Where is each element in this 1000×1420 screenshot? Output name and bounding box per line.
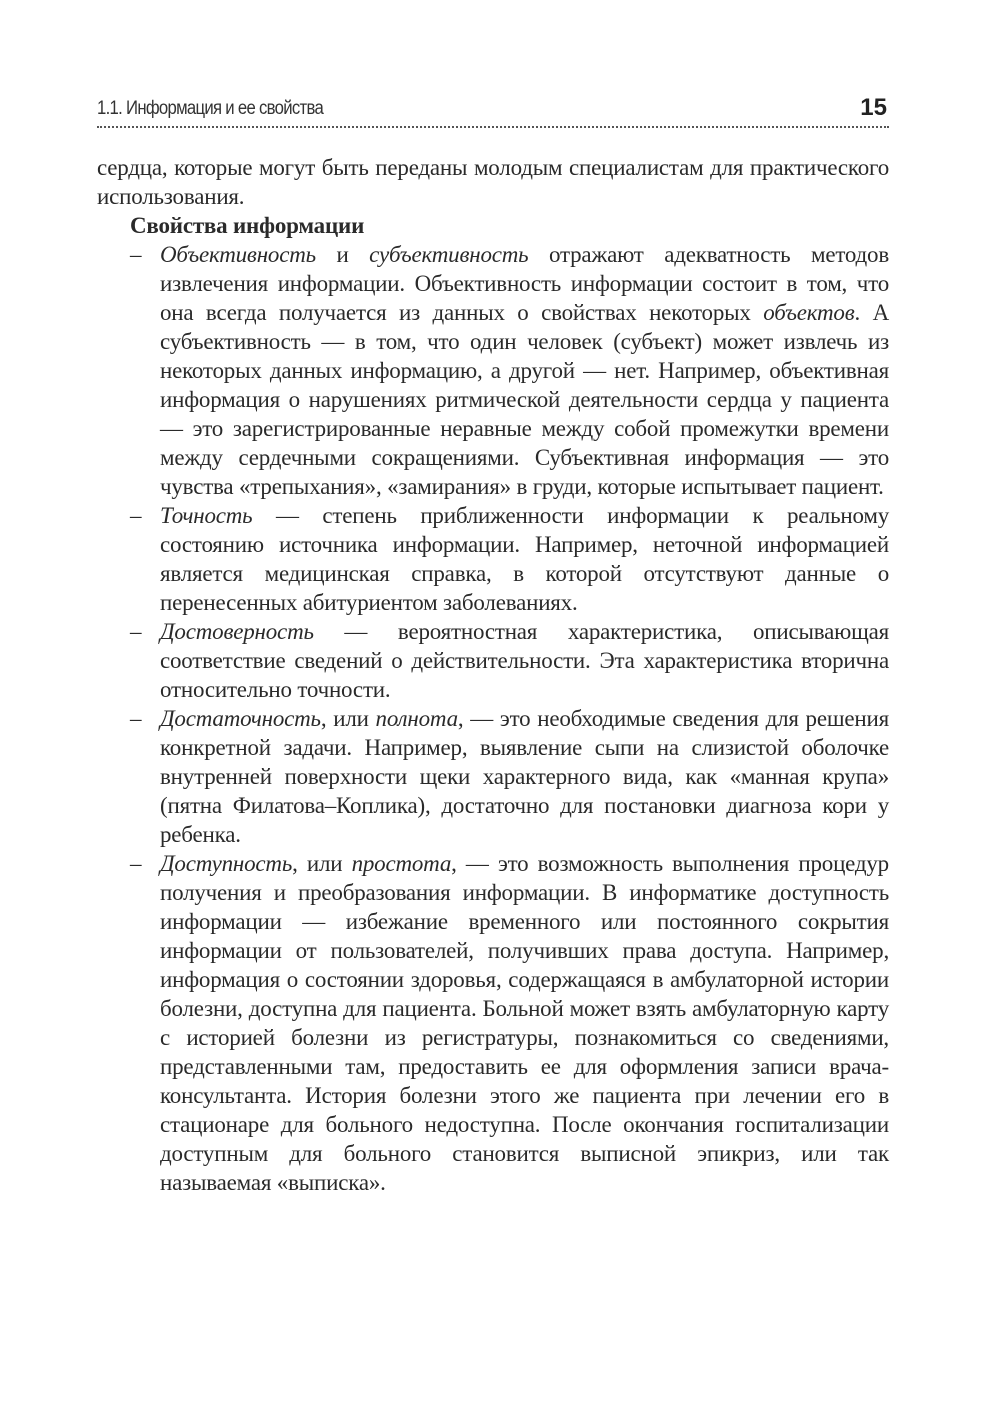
text: — вероятностная характеристика, описывающая соответствие сведений о действительности. Эта характеристика вторична относительно точности. [160,619,889,702]
term: Доступность [160,851,293,876]
bullet-dash: – [130,242,142,267]
list-item [97,240,889,501]
text: отражают адекватность методов извлечения информации. Объективность информации состоит в том, что она всегда получается из данных о свойствах некоторых [160,242,889,325]
term: Точность [160,503,253,528]
list-item [97,704,889,849]
term: полнота [375,706,458,731]
page-number: 15 [860,94,887,121]
term: Объективность [160,242,316,267]
term: субъективность [369,242,529,267]
bullet-dash: – [130,706,142,731]
term: Достаточность [160,706,321,731]
term: простота [351,851,452,876]
section-heading: Свойства информации [130,213,365,238]
page-body [97,153,889,1197]
running-title: 1.1. Информация и ее свойства [97,98,324,119]
text: , или [320,706,376,731]
text: и [315,242,370,267]
text: , или [292,851,352,876]
text: — степень приближенности информации к реальному состоянию источника информации. Например, неточной информацией является медицинская справка, в которой отсутствуют данные о перенесенных абитуриентом заболеваниях. [160,503,889,615]
list-item [97,617,889,704]
text: , — это необходимые сведения для решения конкретной задачи. Например, выявление сыпи на слизистой оболочке внутренней поверхности щеки характерного вида, как «манная крупа» (пятна Филатова–Коплика), достаточно для постановки диагноза кори у ребенка. [160,706,889,847]
text: , — это возможность выполнения процедур получения и преобразования информации. В информатике доступность информации — избежание временного или постоянного сокрытия информации от пользователей, получивших права доступа. Например, информация о состоянии здоровья, содержащаяся в амбулаторной истории болезни, доступна для пациента. Больной может взять амбулаторную карту с историей болезни из регистратуры, познакомиться со сведениями, представленными там, предоставить ее для оформления записи врача-консультанта. История болезни этого же пациента при лечении его в стационаре для больного недоступна. После окончания госпитализации доступным для больного становится выписной эпикриз, или так называемая «выписка». [160,851,889,1195]
list-item [97,501,889,617]
running-header [97,96,889,128]
bullet-dash: – [130,619,142,644]
term: Достоверность [160,619,314,644]
bullet-dash: – [130,503,142,528]
intro-paragraph: сердца, которые могут быть переданы молодым специалистам для практического использования. [97,155,889,209]
list-item [97,849,889,1197]
term: объектов [763,300,855,325]
text: . А субъективность — в том, что один человек (субъект) может извлечь из некоторых данных информацию, а другой — нет. Например, объективная информация о нарушениях ритмической деятельности сердца у пациента — это зарегистрированные неравные между собой промежутки времени между сердечными сокращениями. Субъективная информация — это чувства «трепыхания», «замирания» в груди, которые испытывает пациент. [160,300,889,499]
bullet-dash: – [130,851,142,876]
